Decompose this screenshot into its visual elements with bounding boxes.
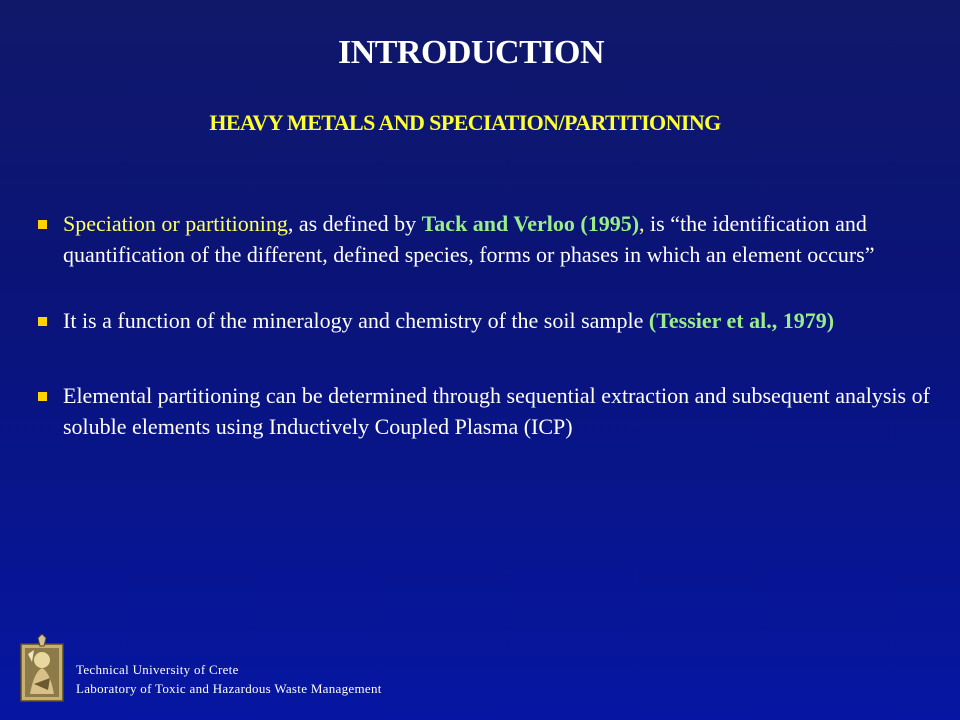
citation: Tack and Verloo (1995) <box>421 211 640 236</box>
footer-laboratory: Laboratory of Toxic and Hazardous Waste Management <box>76 681 382 696</box>
slide-subtitle: HEAVY METALS AND SPECIATION/PARTITIONING <box>209 110 721 135</box>
footer-text <box>76 660 382 698</box>
bullet-text: It is a function of the mineralogy and chemistry of the soil sample <box>63 308 649 333</box>
highlight-term: Speciation or partitioning <box>63 211 288 236</box>
square-bullet-icon <box>38 220 47 229</box>
bullet-item-partitioning <box>38 380 943 442</box>
footer-university: Technical University of Crete <box>76 662 239 677</box>
square-bullet-icon <box>38 392 47 401</box>
bullet-item-mineralogy <box>38 305 943 336</box>
square-bullet-icon <box>38 317 47 326</box>
bullet-item-speciation <box>38 208 943 270</box>
university-seal-icon <box>20 634 64 702</box>
citation-comma: , <box>639 211 645 236</box>
bullet-text: Elemental partitioning can be determined through sequential extraction and subsequent analysis of soluble elements using Inductively Coupled Plasma (ICP) <box>63 383 930 439</box>
slide-title: INTRODUCTION <box>337 34 605 71</box>
bullet-text: , as defined by <box>287 211 422 236</box>
bullet-text: is “the identification and quantification of the different, defined species, forms or phases in which an element occurs” <box>63 211 875 267</box>
bullet-list <box>38 208 943 442</box>
footer <box>20 630 382 702</box>
citation: (Tessier et al., 1979) <box>648 308 835 333</box>
